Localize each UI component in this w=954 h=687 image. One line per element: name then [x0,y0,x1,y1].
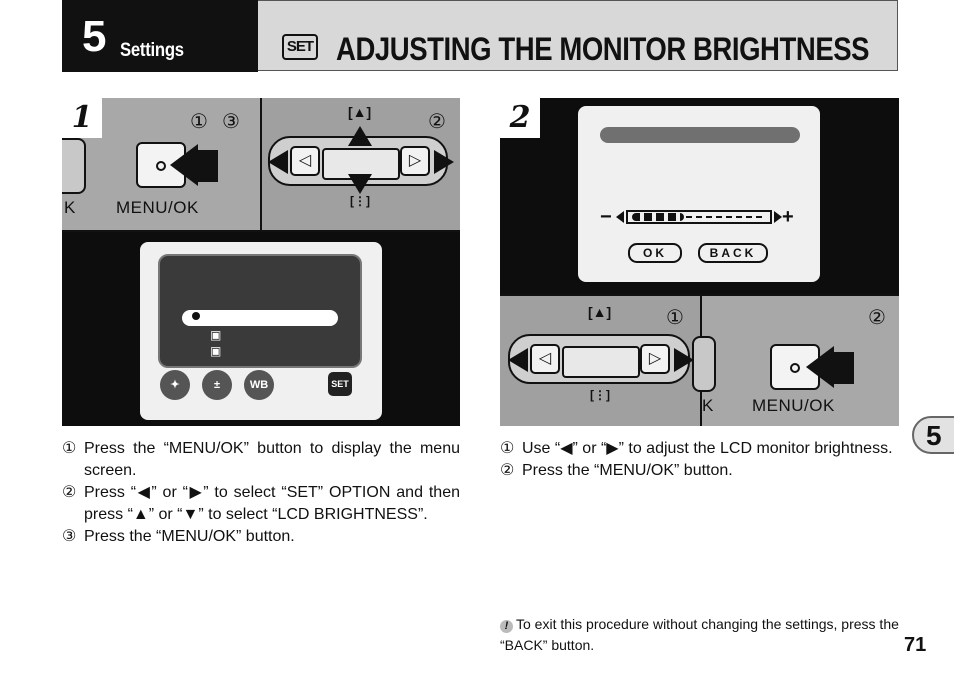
flash-icon[interactable]: ✦ [160,370,190,400]
instruction-item [500,438,899,460]
page-number: 71 [904,634,927,656]
white-balance-icon[interactable]: WB [244,370,274,400]
tele-icon: [▲] [588,304,612,320]
menu-ok-label: MENU/OK [752,396,835,415]
down-arrow-icon [348,174,372,194]
chapter-number: 5 [82,12,107,61]
camera-icon: ▣ [210,328,222,342]
caution-icon: ! [500,620,513,633]
step-1-instructions [62,438,460,548]
section-name: Settings [120,40,184,61]
left-arrow-icon [268,150,288,174]
selected-dot [192,312,200,320]
right-button[interactable]: ▷ [400,146,430,176]
left-button[interactable]: ◁ [290,146,320,176]
callout-1: ① [666,307,684,329]
minus-sign: − [600,206,612,228]
press-arrow-stem [832,352,854,384]
brightness-slider[interactable] [626,210,772,224]
item-text: Press “◀” or “▶” to select “SET” OPTION and then press “▲” or “▼” to select “LCD BRIGHTNESS”. [84,484,460,523]
wide-icon: [⋮] [590,388,610,402]
item-number: ③ [62,528,77,545]
page-title: ADJUSTING THE MONITOR BRIGHTNESS [336,31,870,67]
increase-arrow-icon [774,211,782,223]
step-number: 2 [500,98,540,138]
callout-2: ② [868,307,886,329]
title-bar [600,127,800,143]
instruction-item [62,526,460,548]
title-banner [258,0,898,71]
plus-sign: + [782,206,794,228]
step-2-illustration [500,98,899,426]
item-number: ② [500,462,515,479]
chapter-tab [912,416,954,454]
item-text: Press the “MENU/OK” button. [522,462,733,479]
callout-2: ② [428,111,446,133]
set-icon: SET [282,34,318,60]
step-1-illustration [62,98,460,426]
up-arrow-icon [348,126,372,146]
callout-1: ① [190,111,208,133]
left-arrow-icon [508,348,528,372]
instruction-item [500,460,899,482]
camera-closeup-menu-button [702,294,899,426]
item-text: Press the “MENU/OK” button. [84,528,295,545]
press-arrow-icon [806,346,834,388]
right-arrow-icon [434,150,454,174]
item-text: Use “◀” or “▶” to adjust the LCD monitor brightness. [522,440,893,457]
camera-icon-2: ▣ [210,344,222,358]
note-text: To exit this procedure without changing the settings, press the “BACK” button. [500,616,899,653]
set-menu-icon[interactable]: SET [328,372,352,396]
item-number: ① [62,440,77,457]
item-number: ① [500,440,515,457]
item-text: Press the “MENU/OK” button to display the menu screen. [84,440,460,479]
item-number: ② [62,484,77,501]
back-badge[interactable]: BACK [698,243,768,263]
tele-icon: [▲] [348,104,372,120]
left-button[interactable]: ◁ [530,344,560,374]
ok-badge[interactable]: OK [628,243,682,263]
press-arrow-stem [196,150,218,182]
menu-ok-label: MENU/OK [116,198,199,217]
right-arrow-icon [674,348,694,372]
instruction-item [62,438,460,482]
step-number: 1 [62,98,102,138]
lcd-area [62,232,460,426]
step-2-instructions [500,438,899,482]
chapter-tab-number: 5 [926,420,942,451]
instruction-item [62,482,460,526]
exposure-icon[interactable]: ± [202,370,232,400]
wide-icon: [⋮] [350,194,370,208]
callout-3: ③ [222,111,240,133]
right-button[interactable]: ▷ [640,344,670,374]
press-arrow-icon [170,144,198,186]
cut-label: K [64,198,76,217]
note [500,614,900,656]
camera-closeup-rocker [262,98,460,232]
camera-closeup-rocker [500,294,702,426]
decrease-arrow-icon [616,211,624,223]
cut-label: K [702,396,714,415]
chapter-header-block [62,0,258,72]
selected-menu-item[interactable] [182,310,338,326]
